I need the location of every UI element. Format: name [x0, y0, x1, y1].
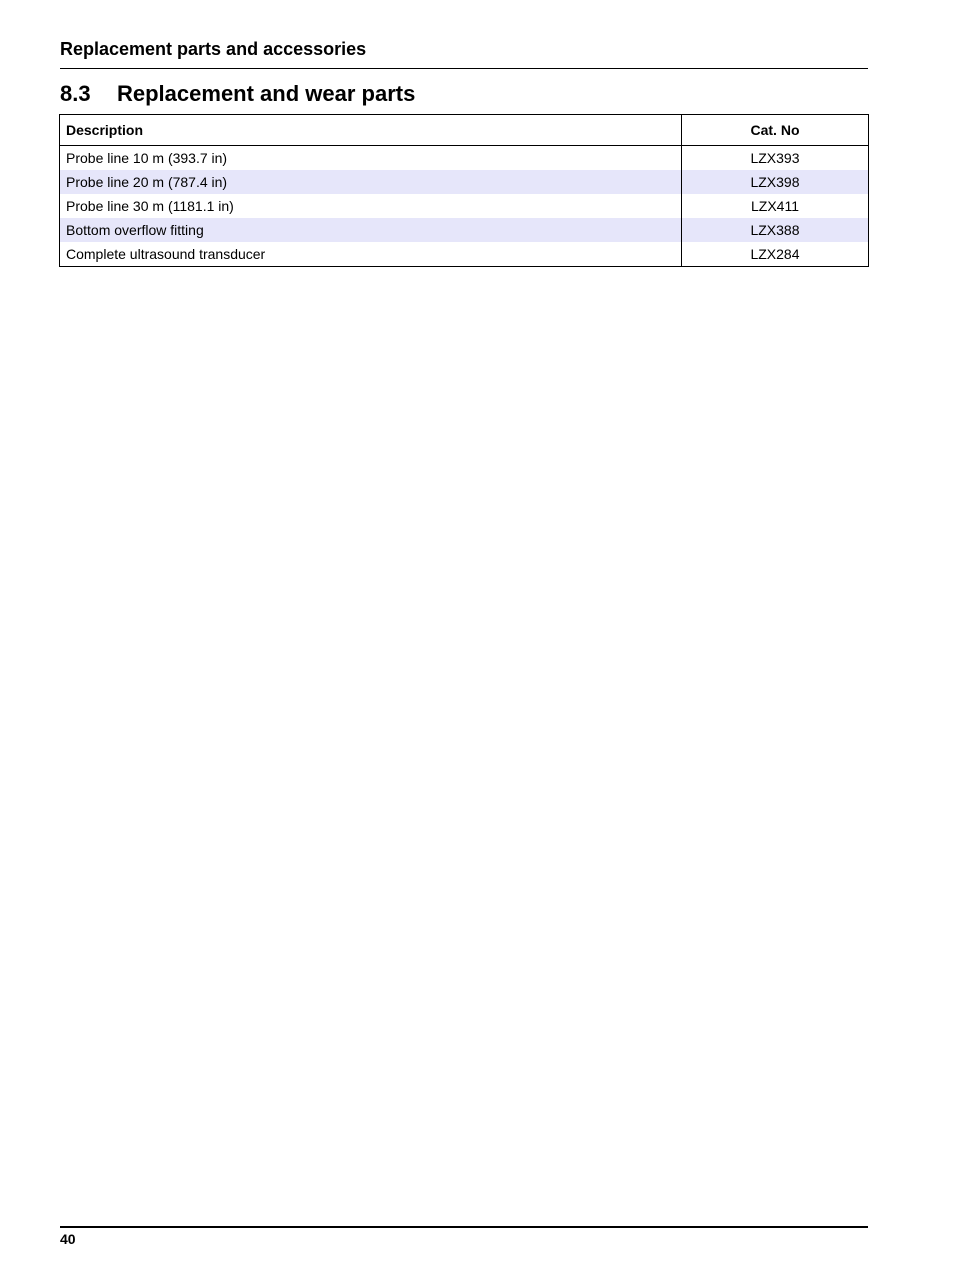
part-cat-no: LZX398: [682, 170, 869, 194]
table-row: [60, 146, 868, 171]
footer-divider: [60, 1226, 868, 1228]
header-divider: [60, 68, 868, 69]
column-header-description: Description: [60, 115, 682, 146]
page-number: 40: [60, 1231, 76, 1247]
running-header-title: Replacement parts and accessories: [60, 39, 367, 59]
table-row: [60, 242, 868, 266]
part-description: Probe line 10 m (393.7 in): [60, 146, 682, 171]
part-description: Probe line 30 m (1181.1 in): [60, 194, 682, 218]
part-cat-no: LZX388: [682, 218, 869, 242]
table-row: [60, 170, 868, 194]
table-row: [60, 194, 868, 218]
part-description: Complete ultrasound transducer: [60, 242, 682, 266]
part-description: Bottom overflow fitting: [60, 218, 682, 242]
part-cat-no: LZX393: [750, 150, 800, 166]
part-description: Probe line 20 m (787.4 in): [60, 170, 682, 194]
parts-table: [60, 115, 868, 266]
table-row: [60, 218, 868, 242]
column-header-cat-no: Cat. No: [682, 115, 869, 146]
table-header-row: [60, 115, 868, 146]
section-number: 8.3: [60, 81, 91, 106]
part-cat-no: LZX284: [750, 246, 800, 262]
section-title: Replacement and wear parts: [117, 81, 416, 106]
part-cat-no: LZX411: [751, 198, 799, 214]
section-heading: [60, 80, 415, 108]
